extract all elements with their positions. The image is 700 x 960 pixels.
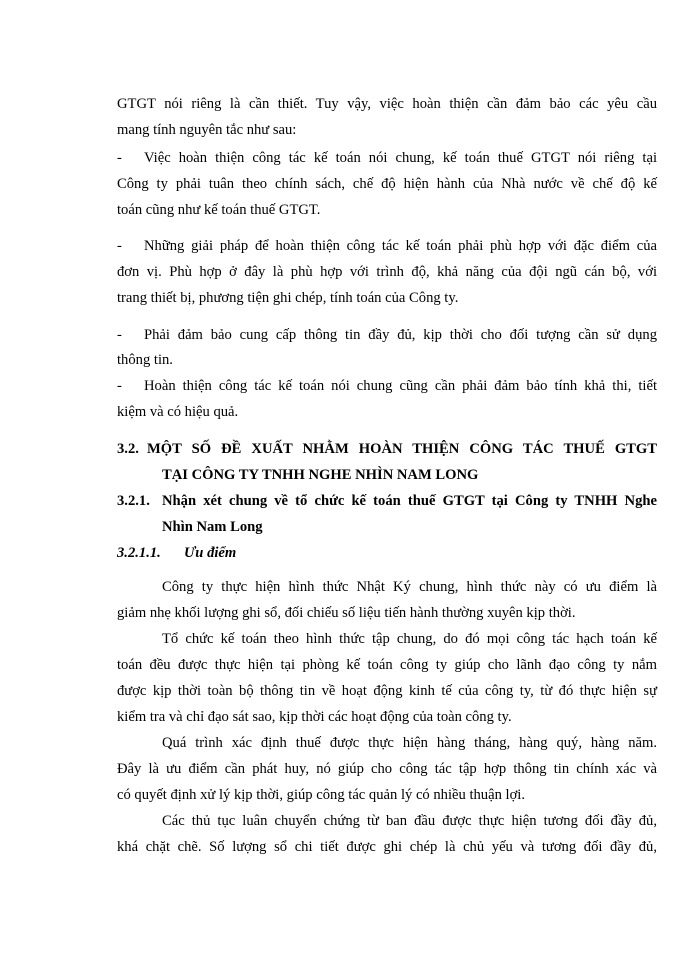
bullet-line: thông tin. [117, 352, 173, 368]
paragraph-line: Đây là ưu điểm cần phát huy, nó giúp cho công tác tập hợp thông tin chính xác và [117, 761, 657, 777]
paragraph-line: được kịp thời toàn bộ thông tin về hoạt động kinh tế của công ty, từ đó thực hiện sự [117, 683, 657, 699]
bullet-line: kiệm và có hiệu quả. [117, 404, 239, 420]
bullet-marker: - [117, 327, 122, 343]
intro-line: GTGT nói riêng là cần thiết. Tuy vậy, việc hoàn thiện cần đảm bảo các yêu cầu [117, 96, 657, 112]
bullet-marker: - [117, 378, 122, 394]
subsection-title: Nhìn Nam Long [162, 519, 263, 535]
bullet-marker: - [117, 238, 122, 254]
paragraph-line: Các thủ tục luân chuyển chứng từ ban đầu được thực hiện tương đối đầy đủ, [162, 813, 657, 829]
paragraph-line: khá chặt chẽ. Số lượng sổ chi tiết được ghi chép là chủ yếu và tương đối đầy đủ, [117, 839, 657, 855]
paragraph-line: kiểm tra và chỉ đạo sát sao, kịp thời các hoạt động của toàn công ty. [117, 709, 512, 725]
bullet-line: Hoàn thiện công tác kế toán nói chung cũng cần phải đảm bảo tính khả thi, tiết [144, 378, 657, 394]
subsubsection-number: 3.2.1.1. [117, 545, 161, 561]
bullet-line: đơn vị. Phù hợp ở đây là phù hợp với trình độ, khả năng của đội ngũ cán bộ, với [117, 264, 657, 280]
subsubsection-title: Ưu điểm [184, 545, 237, 561]
bullet-line: toán cũng như kế toán thuế GTGT. [117, 202, 321, 218]
paragraph-line: giảm nhẹ khối lượng ghi sổ, đối chiếu số liệu tiến hành thường xuyên kịp thời. [117, 605, 576, 621]
section-title: TẠI CÔNG TY TNHH NGHE NHÌN NAM LONG [162, 467, 479, 483]
bullet-line: Công ty phải tuân theo chính sách, chế độ hiện hành của Nhà nước về chế độ kế [117, 176, 657, 192]
paragraph-line: Quá trình xác định thuế được thực hiện hàng tháng, hàng quý, hàng năm. [162, 735, 657, 751]
intro-line: mang tính nguyên tắc như sau: [117, 122, 297, 138]
bullet-line: Việc hoàn thiện công tác kế toán nói chung, kế toán thuế GTGT nói riêng tại [144, 150, 657, 166]
paragraph-line: Công ty thực hiện hình thức Nhật Ký chung, hình thức này có ưu điểm là [162, 579, 657, 595]
subsection-title: Nhận xét chung về tổ chức kế toán thuế GTGT tại Công ty TNHH Nghe [162, 493, 657, 509]
bullet-line: trang thiết bị, phương tiện ghi chép, tính toán của Công ty. [117, 290, 459, 306]
bullet-marker: - [117, 150, 122, 166]
subsection-number: 3.2.1. [117, 493, 150, 509]
paragraph-line: có quyết định xử lý kịp thời, giúp công tác quản lý có nhiều thuận lợi. [117, 787, 525, 803]
bullet-line: Những giải pháp để hoàn thiện công tác kế toán phải phù hợp với đặc điểm của [144, 238, 657, 254]
paragraph-line: Tổ chức kế toán theo hình thức tập chung, do đó mọi công tác hạch toán kế [162, 631, 657, 647]
section-title: MỘT SỐ ĐỀ XUẤT NHẰM HOÀN THIỆN CÔNG TÁC THUẾ GTGT [147, 441, 657, 457]
paragraph-line: toán đều được thực hiện tại phòng kế toán công ty giúp cho lãnh đạo công ty nắm [117, 657, 657, 673]
section-number: 3.2. [117, 441, 139, 457]
bullet-line: Phải đảm bảo cung cấp thông tin đầy đủ, kịp thời cho đối tượng cần sử dụng [144, 327, 657, 343]
